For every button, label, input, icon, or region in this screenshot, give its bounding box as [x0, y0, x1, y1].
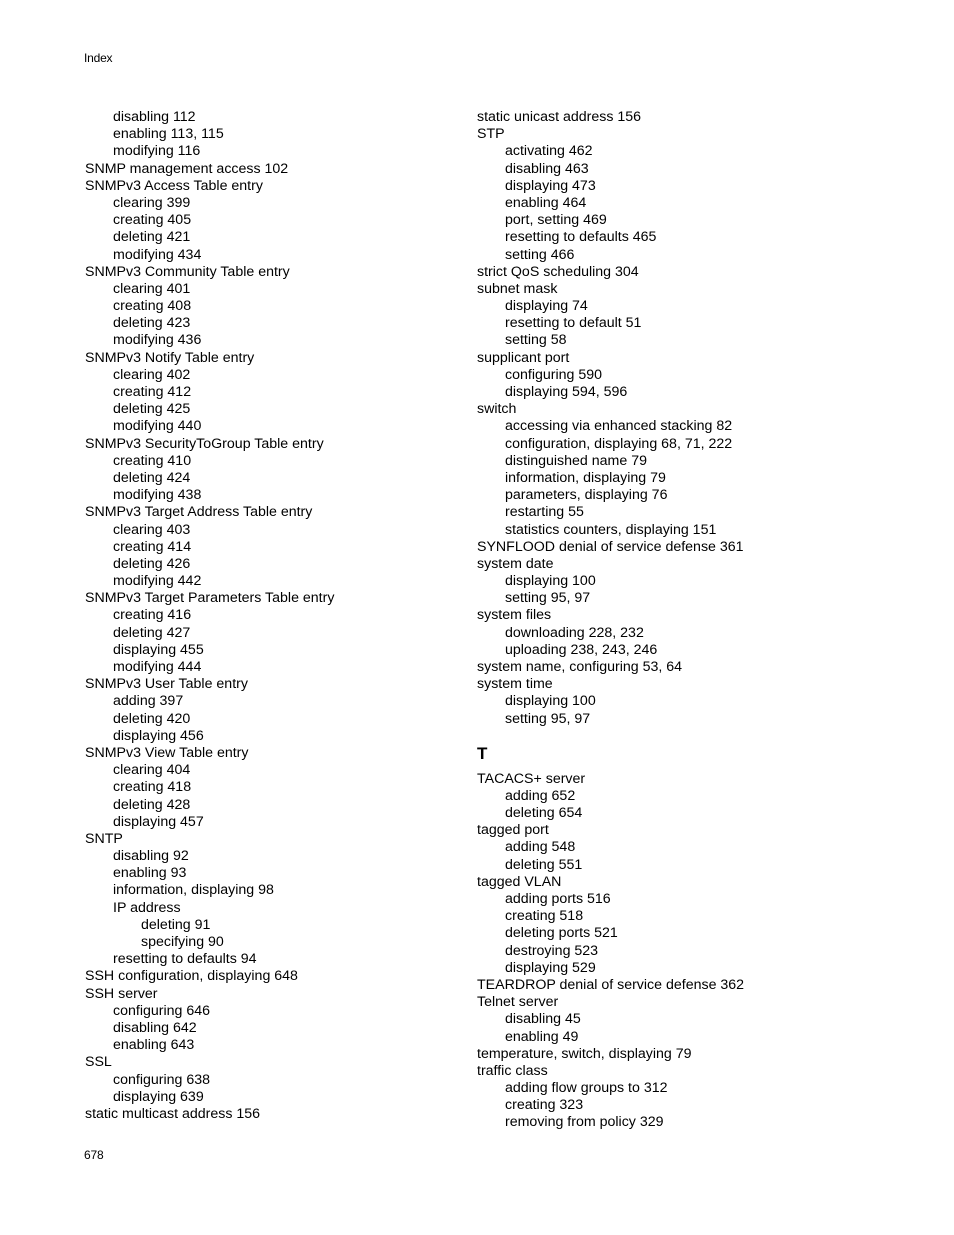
index-subentry: enabling 93 [113, 865, 187, 882]
index-subentry: modifying 116 [113, 143, 201, 160]
running-header: Index [84, 51, 113, 65]
index-subentry: displaying 594, 596 [505, 384, 628, 400]
index-subentry: configuring 590 [505, 366, 603, 383]
index-entry: subnet mask [477, 280, 558, 297]
index-subentry: disabling 112 [113, 109, 196, 125]
index-entry: SNMPv3 Target Parameters Table entry [85, 590, 335, 607]
index-entry: system name, configuring 53, 64 [477, 659, 683, 675]
index-entry: system files [477, 607, 552, 624]
index-subentry: disabling 642 [113, 1019, 197, 1036]
index-subentry: setting 95, 97 [505, 590, 591, 607]
index-entry: system time [477, 676, 553, 693]
index-subentry: resetting to defaults 94 [113, 951, 257, 968]
index-subentry: deleting 426 [113, 555, 191, 572]
index-entry: tagged VLAN [477, 873, 562, 890]
index-subentry: deleting 421 [113, 229, 191, 246]
index-subentry: setting 58 [505, 332, 567, 349]
index-subentry: modifying 436 [113, 332, 202, 349]
index-subentry: creating 412 [113, 384, 192, 400]
index-subentry: uploading 238, 243, 246 [505, 641, 658, 658]
index-subentry: creating 410 [113, 452, 192, 469]
index-subentry: information, displaying 98 [113, 882, 274, 899]
index-letter-heading: T [477, 743, 488, 763]
index-subentry: deleting 423 [113, 315, 191, 332]
index-subentry: configuring 646 [113, 1002, 211, 1019]
index-subentry: setting 95, 97 [505, 710, 591, 727]
index-entry: TEARDROP denial of service defense 362 [477, 976, 745, 993]
index-subentry: restarting 55 [505, 504, 584, 521]
index-subentry: configuring 638 [113, 1071, 211, 1088]
index-subentry: modifying 438 [113, 487, 202, 504]
index-column-right [477, 109, 877, 1132]
index-subentry: deleting 551 [505, 856, 583, 873]
index-subentry: displaying 456 [113, 727, 204, 744]
index-entry: traffic class [477, 1062, 548, 1079]
index-subentry: clearing 404 [113, 762, 191, 779]
index-subentry: port, setting 469 [505, 212, 607, 229]
index-subentry: clearing 401 [113, 280, 191, 297]
index-subentry: enabling 643 [113, 1037, 195, 1054]
index-subentry: displaying 457 [113, 813, 204, 830]
index-subentry: enabling 113, 115 [113, 126, 224, 143]
index-entry: static multicast address 156 [85, 1105, 261, 1122]
index-subentry: deleting ports 521 [505, 925, 618, 942]
index-entry: SNMP management access 102 [85, 160, 289, 177]
index-subentry: modifying 434 [113, 246, 202, 263]
index-entry: SNMPv3 Community Table entry [85, 263, 290, 280]
index-subsubentry: specifying 90 [141, 934, 224, 950]
index-subentry: adding 548 [505, 839, 576, 856]
index-subentry: creating 418 [113, 779, 192, 796]
index-entry: STP [477, 126, 505, 143]
index-subentry: displaying 100 [505, 693, 596, 710]
index-entry: SNMPv3 Notify Table entry [85, 349, 255, 366]
index-entry: TACACS+ server [477, 770, 586, 787]
index-subentry: configuration, displaying 68, 71, 222 [505, 435, 733, 452]
index-subentry: adding 652 [505, 787, 576, 804]
index-column-left [85, 109, 485, 1123]
index-subentry: enabling 464 [505, 194, 587, 211]
index-subentry: clearing 399 [113, 194, 191, 211]
index-subentry: distinguished name 79 [505, 452, 647, 469]
index-subentry: disabling 463 [505, 160, 589, 177]
index-subentry: setting 466 [505, 246, 575, 263]
index-subentry: deleting 420 [113, 710, 191, 727]
index-subentry: displaying 473 [505, 177, 596, 194]
page-number: 678 [84, 1148, 104, 1162]
index-subentry: adding ports 516 [505, 891, 611, 908]
index-subentry: clearing 403 [113, 521, 191, 538]
index-subentry: creating 518 [505, 908, 584, 925]
index-subentry: creating 416 [113, 607, 192, 624]
index-entry: SNMPv3 SecurityToGroup Table entry [85, 435, 324, 452]
index-entry: SYNFLOOD denial of service defense 361 [477, 538, 744, 555]
index-subentry: creating 408 [113, 298, 192, 315]
index-subentry: displaying 639 [113, 1088, 204, 1105]
index-entry: SSH server [85, 985, 158, 1002]
index-subentry: deleting 427 [113, 624, 191, 641]
index-subentry: creating 323 [505, 1097, 584, 1114]
index-subentry: IP address [113, 899, 181, 916]
index-entry: tagged port [477, 822, 549, 839]
index-subentry: resetting to default 51 [505, 315, 642, 332]
index-subentry: adding 397 [113, 693, 184, 710]
index-subentry: clearing 402 [113, 366, 191, 383]
index-subentry: activating 462 [505, 143, 593, 160]
index-subentry: destroying 523 [505, 942, 599, 959]
index-subentry: statistics counters, displaying 151 [505, 521, 717, 538]
index-subentry: modifying 440 [113, 418, 202, 435]
index-entry: SNTP [85, 830, 123, 847]
index-subentry: information, displaying 79 [505, 469, 666, 486]
index-entry: SNMPv3 User Table entry [85, 676, 248, 693]
index-entry: Telnet server [477, 994, 559, 1011]
index-entry: temperature, switch, displaying 79 [477, 1045, 692, 1062]
index-subentry: modifying 442 [113, 573, 202, 590]
index-subentry: modifying 444 [113, 659, 202, 675]
index-subentry: deleting 654 [505, 805, 583, 822]
index-entry: SSL [85, 1054, 112, 1071]
index-subentry: parameters, displaying 76 [505, 487, 668, 504]
index-subentry: removing from policy 329 [505, 1114, 664, 1131]
index-entry: SSH configuration, displaying 648 [85, 968, 298, 985]
index-subentry: deleting 428 [113, 796, 191, 813]
index-entry: supplicant port [477, 349, 570, 366]
index-subentry: creating 405 [113, 212, 192, 229]
index-subentry: displaying 74 [505, 298, 588, 315]
index-subentry: displaying 455 [113, 641, 204, 658]
index-subentry: creating 414 [113, 538, 192, 555]
index-entry: SNMPv3 View Table entry [85, 744, 249, 761]
index-entry: switch [477, 401, 517, 418]
index-entry: SNMPv3 Target Address Table entry [85, 504, 313, 521]
index-entry: SNMPv3 Access Table entry [85, 177, 263, 194]
index-subentry: displaying 529 [505, 959, 596, 976]
index-subsubentry: deleting 91 [141, 916, 211, 933]
index-subentry: displaying 100 [505, 573, 596, 590]
index-entry: system date [477, 555, 554, 572]
index-entry: static unicast address 156 [477, 109, 642, 125]
index-subentry: disabling 92 [113, 848, 189, 865]
index-subentry: accessing via enhanced stacking 82 [505, 418, 733, 435]
index-subentry: enabling 49 [505, 1028, 579, 1045]
index-subentry: deleting 425 [113, 401, 191, 418]
index-subentry: resetting to defaults 465 [505, 229, 657, 246]
index-subentry: downloading 228, 232 [505, 624, 644, 641]
index-subentry: deleting 424 [113, 469, 191, 486]
index-entry: strict QoS scheduling 304 [477, 263, 639, 280]
index-subentry: disabling 45 [505, 1011, 581, 1028]
index-subentry: adding flow groups to 312 [505, 1080, 668, 1097]
